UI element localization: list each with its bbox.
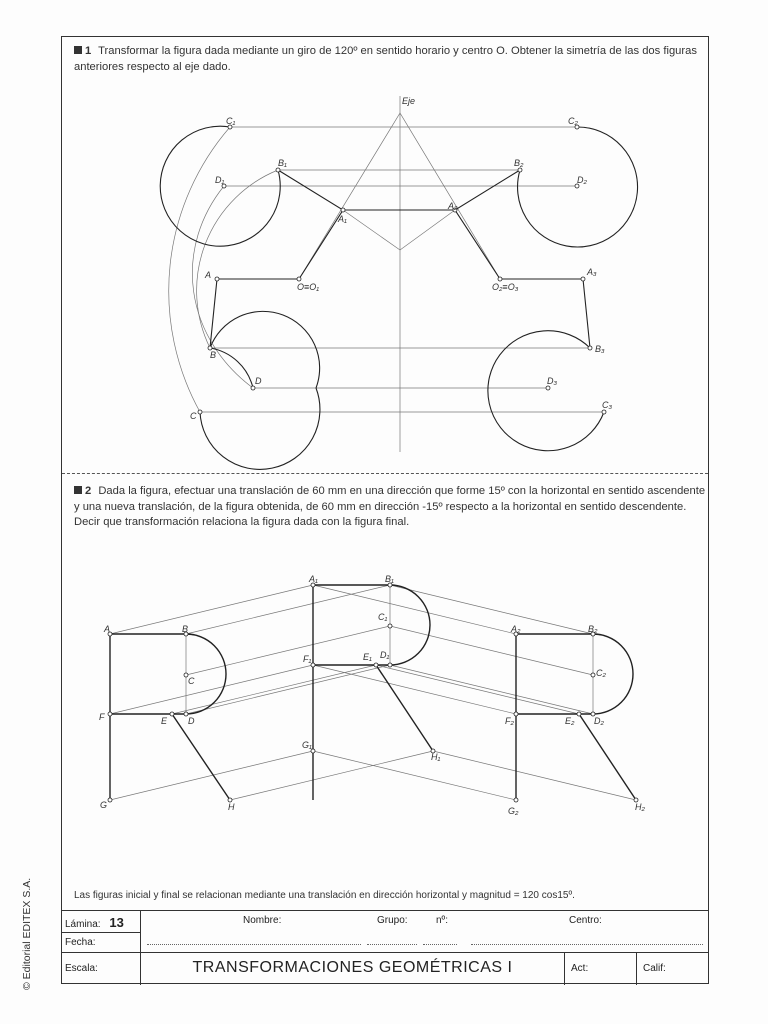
label-f1: F₁	[303, 654, 312, 664]
label-o: O≡O₁	[297, 282, 320, 292]
worksheet-footer	[61, 910, 709, 985]
label-a2: A₂	[511, 624, 521, 634]
label-f2: F₂	[505, 716, 514, 726]
label-d1: D₁	[215, 175, 225, 185]
lamina-label: Lámina:	[65, 919, 101, 930]
label-b1: B₁	[278, 158, 287, 168]
label-c1: C₁	[226, 116, 236, 126]
label-a3: A₃	[587, 267, 597, 277]
label-b1: B₁	[385, 574, 394, 584]
label-a1: A₁	[338, 214, 347, 224]
label-o2: O₂≡O₃	[492, 282, 519, 292]
figure-translated	[313, 585, 430, 800]
translation-line	[110, 665, 313, 714]
lamina-value: 13	[109, 915, 124, 930]
info-row	[141, 911, 709, 953]
label-d2: D₂	[594, 716, 604, 726]
label-c3: C₃	[602, 400, 613, 410]
label-b: B	[182, 624, 189, 634]
label-e: E	[161, 716, 168, 726]
translation-line	[186, 585, 390, 634]
label-b3: B₃	[595, 344, 605, 354]
label-d: D	[255, 376, 262, 386]
translation-line	[172, 665, 376, 714]
translation-line	[230, 751, 433, 800]
centro-label: Centro:	[569, 915, 602, 926]
label-f: F	[99, 712, 105, 722]
figure-initial-segment	[172, 714, 230, 800]
grupo-field[interactable]	[367, 944, 417, 945]
label-d3: D₃	[547, 376, 558, 386]
translation-line	[313, 751, 516, 800]
label-a1: A₁	[309, 574, 318, 584]
calif-cell	[637, 953, 709, 985]
label-b2: B₂	[514, 158, 524, 168]
fecha-cell	[61, 933, 141, 953]
label-c: C	[188, 676, 195, 686]
escala-label: Escala:	[65, 963, 98, 974]
translation-line	[186, 665, 390, 714]
centro-field[interactable]	[471, 944, 703, 945]
translation-line	[186, 626, 390, 675]
label-e2: E₂	[565, 716, 575, 726]
translation-line	[313, 585, 516, 634]
numero-field[interactable]	[423, 944, 457, 945]
label-b2: B₂	[588, 624, 598, 634]
exercise-1-number: 1	[85, 45, 92, 57]
label-h: H	[228, 802, 235, 812]
label-g1: G₁	[302, 740, 312, 750]
act-cell	[565, 953, 637, 985]
translation-line	[376, 665, 579, 714]
exercise-2-text: Dada la figura, efectuar una translación de 60 mm en una dirección que forme 15º con la horizontal en sentido ascendente y una nueva translación, de la figura obtenida, de 60 mm en dirección -15º respecto a la horizontal en sentido descendente. Decir que transformación relaciona la figura dada con la figura final.	[74, 485, 706, 528]
label-c1: C₁	[378, 612, 388, 622]
label-d1: D₁	[380, 650, 390, 660]
translation-line	[313, 665, 516, 714]
label-a: A	[205, 270, 212, 280]
label-eje: Eje	[402, 96, 416, 106]
label-d2: D₂	[577, 175, 587, 185]
calif-label: Calif:	[643, 963, 666, 974]
label-b: B	[210, 350, 217, 360]
figure-final-segment	[579, 714, 636, 800]
exercise-1-text: Transformar la figura dada mediante un giro de 120º en sentido horario y centro O. Obtener la simetría de las dos figuras anteriores respecto al eje dado.	[74, 45, 697, 73]
title-cell	[141, 953, 565, 985]
label-a: A	[104, 624, 111, 634]
translation-line	[110, 751, 313, 800]
fecha-label: Fecha:	[65, 937, 96, 948]
label-d: D	[188, 716, 195, 726]
translation-line	[433, 751, 636, 800]
grupo-label: Grupo:	[377, 915, 408, 926]
nombre-label: Nombre:	[243, 915, 282, 926]
act-label: Act:	[571, 963, 589, 974]
label-c2: C₂	[596, 668, 606, 678]
translation-line	[390, 665, 593, 714]
label-h2: H₂	[635, 802, 645, 812]
exercise-2-conclusion: Las figuras inicial y final se relacionan mediante una translación en dirección horizontal y magnitud = 120 cos15º.	[74, 890, 575, 901]
worksheet-title: TRANSFORMACIONES GEOMÉTRICAS I	[192, 959, 513, 976]
publisher-credit: © Editorial EDITEX S.A.	[21, 877, 33, 990]
figure-translated-segment	[376, 665, 433, 751]
label-h1: H₁	[431, 752, 441, 762]
escala-cell	[61, 953, 141, 985]
label-g2: G₂	[508, 806, 519, 816]
figure-initial	[110, 634, 226, 800]
numero-label: nº:	[436, 915, 448, 926]
label-c2: C₂	[568, 116, 578, 126]
lamina-cell	[61, 911, 141, 933]
label-a2: A₂	[448, 201, 458, 211]
translation-line	[110, 585, 313, 634]
nombre-field[interactable]	[147, 944, 361, 945]
translation-line	[390, 585, 593, 634]
label-g: G	[100, 800, 108, 810]
exercise-2-number: 2	[85, 485, 92, 497]
label-c: C	[190, 411, 197, 421]
label-e1: E₁	[363, 652, 372, 662]
